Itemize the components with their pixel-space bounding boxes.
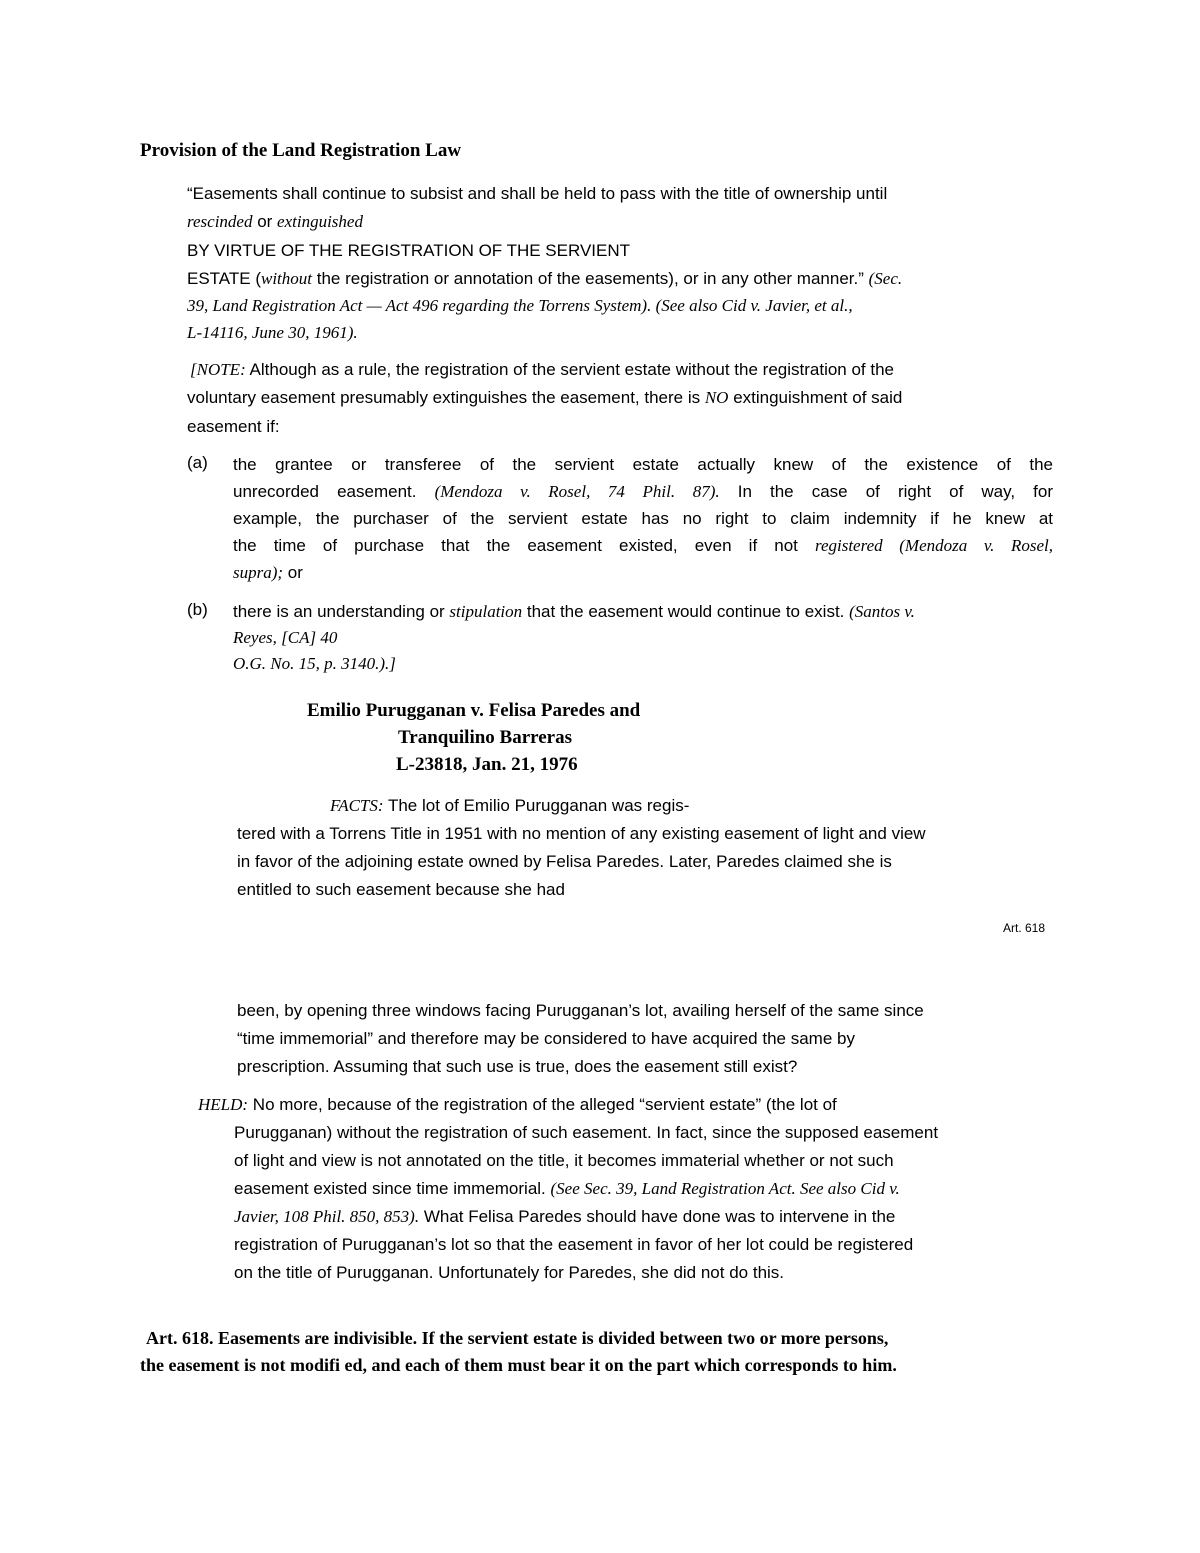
held-text: What Felisa Paredes should have done was to intervene in the — [419, 1207, 896, 1226]
list-item-line — [233, 480, 1053, 504]
held-line — [198, 1093, 837, 1117]
list-item-line — [233, 561, 303, 585]
section-heading: Provision of the Land Registration Law — [140, 140, 462, 161]
facts-line — [330, 794, 689, 818]
case-title: Emilio Purugganan v. Felisa Paredes and — [307, 700, 641, 721]
note-text: voluntary easement presumably extinguishes the easement, there is — [187, 388, 705, 407]
citation-line: L-14116, June 30, 1961). — [187, 323, 358, 342]
list-text: there is an understanding or — [233, 602, 450, 621]
citation-line: Reyes, [CA] 40 — [233, 628, 338, 647]
facts-line: entitled to such easement because she had — [237, 880, 565, 899]
held-label: HELD: — [198, 1095, 249, 1114]
list-label-b: (b) — [187, 600, 208, 619]
running-header: Art. 618 — [1003, 921, 1046, 935]
note-line — [187, 386, 902, 410]
held-line — [234, 1177, 900, 1201]
facts-line: “time immemorial” and therefore may be considered to have acquired the same by — [237, 1029, 855, 1048]
italic-term: NO — [704, 388, 729, 407]
provision-text: the registration or annotation of the easements), or in any other manner.” — [312, 269, 869, 288]
citation: (See Sec. 39, Land Registration Act. See also Cid v. — [550, 1179, 900, 1198]
facts-line: prescription. Assuming that such use is true, does the easement still exist? — [237, 1057, 798, 1076]
held-text: easement existed since time immemorial. — [234, 1179, 551, 1198]
list-item-line: example, the purchaser of the servient estate has no right to claim indemnity if he knew at — [233, 509, 1053, 528]
citation: (Mendoza v. Rosel, 74 Phil. 87). — [434, 482, 720, 501]
facts-line: tered with a Torrens Title in 1951 with no mention of any existing easement of light and view — [237, 824, 926, 843]
citation: registered (Mendoza v. Rosel, — [814, 536, 1053, 555]
held-line: Purugganan) without the registration of such easement. In fact, since the supposed easement — [234, 1123, 939, 1142]
facts-text: The lot of Emilio Purugganan was regis- — [383, 796, 690, 815]
italic-term: extinguished — [277, 212, 363, 231]
citation-line: 39, Land Registration Act — Act 496 regarding the Torrens System). (See also Cid v. Javier, et al., — [187, 296, 853, 315]
held-text: No more, because of the registration of the alleged “servient estate” (the lot of — [248, 1095, 837, 1114]
list-item-line: the grantee or transferee of the servient estate actually knew of the existence of the — [233, 455, 1053, 474]
provision-text: or — [252, 212, 278, 231]
article-text: Art. 618. Easements are indivisible. If the servient estate is divided between two or more persons, — [146, 1328, 889, 1348]
italic-term: without — [261, 269, 313, 288]
list-label-a: (a) — [187, 453, 208, 472]
list-item-line — [233, 534, 1053, 558]
provision-text: ESTATE ( — [187, 269, 261, 288]
citation: (Santos v. — [849, 602, 915, 621]
article-text: the easement is not modifi ed, and each of them must bear it on the part which corresponds to him. — [140, 1355, 897, 1375]
case-citation: L-23818, Jan. 21, 1976 — [396, 754, 578, 775]
provision-line — [187, 267, 902, 291]
italic-term: rescinded — [187, 212, 253, 231]
note-line: easement if: — [187, 417, 280, 436]
facts-label: FACTS: — [330, 796, 384, 815]
list-item-line — [233, 600, 915, 624]
note-text: Although as a rule, the registration of the servient estate without the registration of the — [245, 360, 895, 379]
italic-term: stipulation — [449, 602, 523, 621]
held-line — [234, 1205, 895, 1229]
list-text: the time of purchase that the easement existed, even if not — [233, 536, 815, 555]
list-text: or — [283, 563, 303, 582]
provision-line — [187, 210, 363, 234]
held-line: of light and view is not annotated on the title, it becomes immaterial whether or not such — [234, 1151, 894, 1170]
provision-line: “Easements shall continue to subsist and shall be held to pass with the title of ownership until — [187, 184, 888, 203]
note-line — [190, 358, 894, 382]
citation: Javier, 108 Phil. 850, 853). — [234, 1207, 420, 1226]
held-line: on the title of Purugganan. Unfortunately for Paredes, she did not do this. — [234, 1263, 785, 1282]
note-text: extinguishment of said — [728, 388, 903, 407]
list-text: that the easement would continue to exist. — [522, 602, 850, 621]
citation-line: O.G. No. 15, p. 3140.).] — [233, 654, 396, 673]
facts-line: in favor of the adjoining estate owned by Felisa Paredes. Later, Paredes claimed she is — [237, 852, 892, 871]
facts-line: been, by opening three windows facing Purugganan’s lot, availing herself of the same since — [237, 1001, 924, 1020]
list-text: In the case of right of way, for — [719, 482, 1054, 501]
case-title: Tranquilino Barreras — [398, 727, 573, 748]
citation: (Sec. — [868, 269, 903, 288]
citation: supra); — [233, 563, 284, 582]
list-text: unrecorded easement. — [233, 482, 435, 501]
provision-line: BY VIRTUE OF THE REGISTRATION OF THE SERVIENT — [187, 241, 631, 260]
held-line: registration of Purugganan’s lot so that the easement in favor of her lot could be registered — [234, 1235, 914, 1254]
note-label: [NOTE: — [190, 360, 246, 379]
